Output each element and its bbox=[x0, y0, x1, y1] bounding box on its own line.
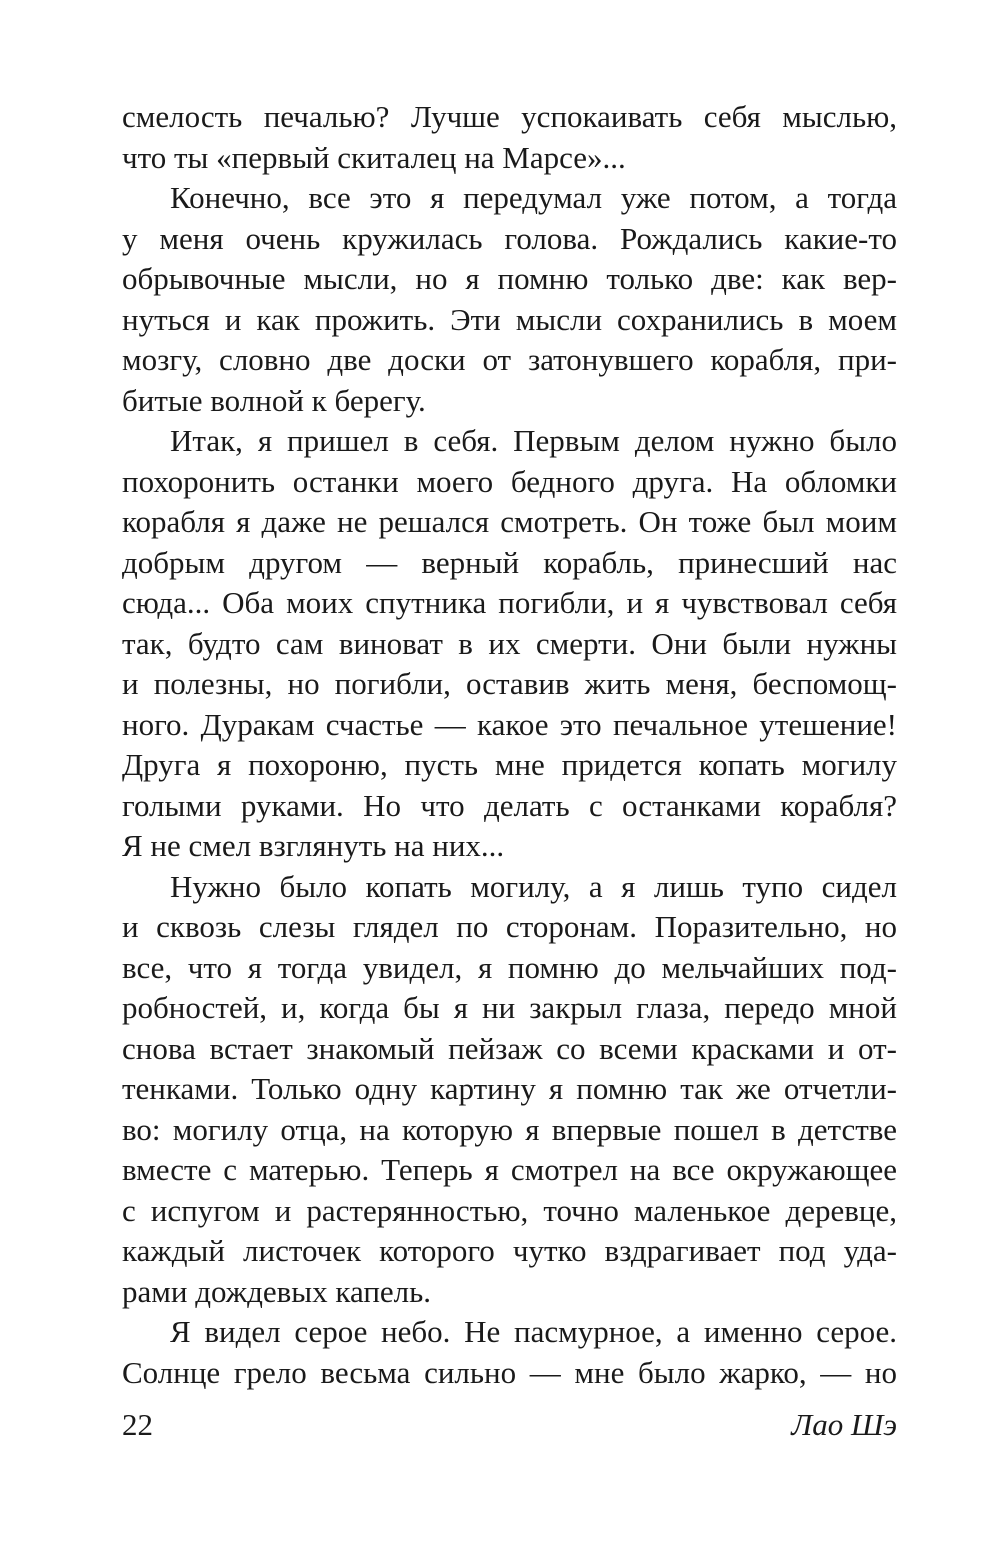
paragraph bbox=[122, 1312, 897, 1393]
running-head-author: Лао Шэ bbox=[791, 1407, 897, 1442]
text-line: снова встает знакомый пейзаж со всеми красками и от- bbox=[122, 1030, 897, 1066]
text-line: ного. Дуракам счастье — какое это печальное утешение! bbox=[122, 706, 897, 742]
text-line: рами дождевых капель. bbox=[122, 1273, 432, 1309]
text-line: Конечно, все это я передумал уже потом, а тогда bbox=[170, 180, 897, 215]
text-line: Я не смел взглянуть на них... bbox=[122, 828, 505, 863]
text-line: вместе с матерью. Теперь я смотрел на все окружающее bbox=[122, 1152, 897, 1187]
body-text bbox=[122, 97, 897, 1393]
paragraph bbox=[122, 178, 897, 421]
text-line: так, будто сам виноват в их смерти. Они были нужны bbox=[122, 625, 897, 661]
text-line: Итак, я пришел в себя. Первым делом нужно было bbox=[170, 423, 897, 458]
text-line: что ты «первый скиталец на Марсе»... bbox=[122, 139, 626, 175]
text-line: каждый листочек которого чутко вздрагивает под уда- bbox=[122, 1233, 897, 1268]
text-line: робностей, и, когда бы я ни закрыл глаза, передо мной bbox=[122, 990, 897, 1025]
text-line: Я видел серое небо. Не пасмурное, а именно серое. bbox=[170, 1314, 897, 1349]
text-line: похоронить останки моего бедного друга. На обломки bbox=[122, 463, 897, 499]
paragraph bbox=[122, 97, 897, 178]
text-line: Друга я похороню, пусть мне придется копать могилу bbox=[122, 747, 897, 782]
text-line: корабля я даже не решался смотреть. Он тоже был моим bbox=[122, 504, 897, 539]
paragraph bbox=[122, 421, 897, 867]
text-line: Нужно было копать могилу, а я лишь тупо сидел bbox=[170, 868, 897, 904]
text-line: голыми руками. Но что делать с останками корабля? bbox=[122, 787, 897, 823]
text-line: во: могилу отца, на которую я впервые пошел в детстве bbox=[122, 1111, 897, 1147]
text-line: нуться и как прожить. Эти мысли сохранились в моем bbox=[122, 301, 897, 337]
text-line: у меня очень кружилась голова. Рождались какие-то bbox=[122, 220, 897, 256]
text-line: битые волной к берегу. bbox=[122, 382, 426, 418]
text-line: смелость печалью? Лучше успокаивать себя мыслью, bbox=[122, 99, 897, 134]
text-line: тенками. Только одну картину я помню так же отчетли- bbox=[122, 1071, 897, 1106]
paragraph bbox=[122, 867, 897, 1313]
text-line: и полезны, но погибли, оставив жить меня, беспомощ- bbox=[122, 666, 897, 701]
text-line: мозгу, словно две доски от затонувшего корабля, при- bbox=[122, 342, 897, 377]
text-line: сюда... Оба моих спутника погибли, и я чувствовал себя bbox=[122, 585, 897, 620]
text-line: Солнце грело весьма сильно — мне было жарко, — но bbox=[122, 1354, 897, 1390]
text-line: с испугом и растерянностью, точно маленькое деревце, bbox=[122, 1192, 897, 1228]
page-number: 22 bbox=[122, 1407, 153, 1442]
text-line: обрывочные мысли, но я помню только две: как вер- bbox=[122, 261, 897, 296]
text-line: и сквозь слезы глядел по сторонам. Поразительно, но bbox=[122, 909, 897, 944]
text-line: все, что я тогда увидел, я помню до мельчайших под- bbox=[122, 949, 897, 985]
page-footer bbox=[122, 1405, 897, 1445]
text-line: добрым другом — верный корабль, принесший нас bbox=[122, 544, 897, 580]
